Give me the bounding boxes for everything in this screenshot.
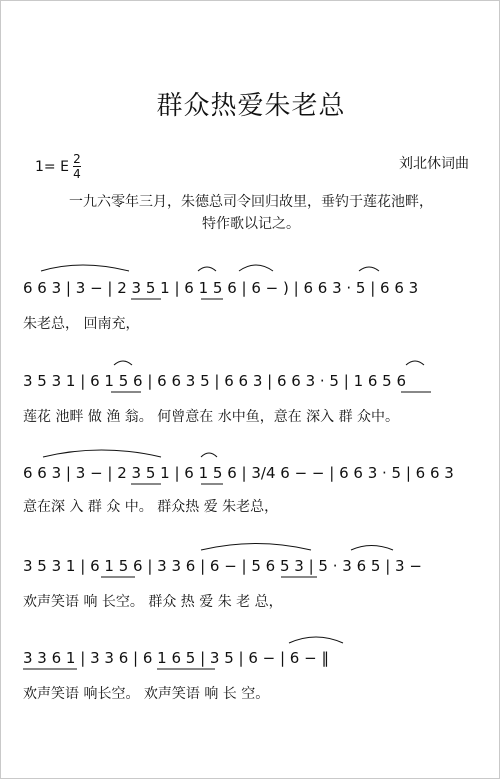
row-1-slur-3 xyxy=(239,265,273,271)
row-2-slur-2 xyxy=(406,361,424,365)
key-label: 1= E xyxy=(35,158,69,175)
row-5-notation: 3 3 6 1 | 3 3 6 | 6 1 6 5 | 3 5 | 6 − | 6 − ‖ xyxy=(23,649,329,667)
row-4-lyrics: 欢声笑语 响 长空。 群众 热 爱 朱 老 总， xyxy=(23,594,283,610)
song-title: 群众热爱朱老总 xyxy=(156,91,346,121)
author-credit: 刘北休词曲 xyxy=(399,156,469,172)
preface-line-1: 一九六零年三月，朱德总司令回归故里，垂钓于莲花池畔， xyxy=(69,194,433,210)
row-4-slur-2 xyxy=(351,546,393,551)
meter-bottom: 4 xyxy=(73,167,81,181)
row-2-slur-1 xyxy=(114,361,132,365)
score-row-2 xyxy=(23,361,431,425)
row-1-slur-4 xyxy=(359,267,379,271)
row-2-notation: 3 5 3 1 | 6 1 5 6 | 6 6 3 5 | 6 6 3 | 6 6 3 · 5 | 1 6 5 6 xyxy=(23,372,407,390)
meter-top: 2 xyxy=(73,152,81,166)
row-4-slur-1 xyxy=(201,544,311,551)
score-row-4 xyxy=(23,544,422,611)
row-3-slur-2 xyxy=(201,453,217,457)
row-4-notation: 3 5 3 1 | 6 1 5 6 | 3 3 6 | 6 − | 5 6 5 3 | 5 · 3 6 5 | 3 − xyxy=(23,557,422,575)
row-1-slur-1 xyxy=(41,265,129,271)
score-row-1 xyxy=(23,265,418,332)
score xyxy=(1,1,500,780)
row-2-lyrics: 莲花 池畔 做 渔 翁。 何曾意在 水中鱼，意在 深入 群 众中。 xyxy=(23,409,400,425)
score-row-5 xyxy=(23,637,343,702)
row-3-notation: 6 6 3 | 3 − | 2 3 5 1 | 6 1 5 6 | 3/4 6 − − | 6 6 3 · 5 | 6 6 3 xyxy=(23,464,454,482)
row-1-notation: 6 6 3 | 3 − | 2 3 5 1 | 6 1 5 6 | 6 − ) | 6 6 3 · 5 | 6 6 3 xyxy=(23,279,419,297)
row-1-slur-2 xyxy=(198,267,216,271)
row-1-lyrics: 朱老总， 回南充， xyxy=(23,316,140,332)
row-3-lyrics: 意在深 入 群 众 中。 群众热 爱 朱老总， xyxy=(23,499,279,515)
row-3-slur-1 xyxy=(43,450,161,457)
row-5-lyrics: 欢声笑语 响长空。 欢声笑语 响 长 空。 xyxy=(23,686,270,702)
preface-line-2: 特作歌以记之。 xyxy=(202,216,300,232)
score-row-3 xyxy=(23,450,454,515)
row-5-slur-1 xyxy=(289,637,343,643)
